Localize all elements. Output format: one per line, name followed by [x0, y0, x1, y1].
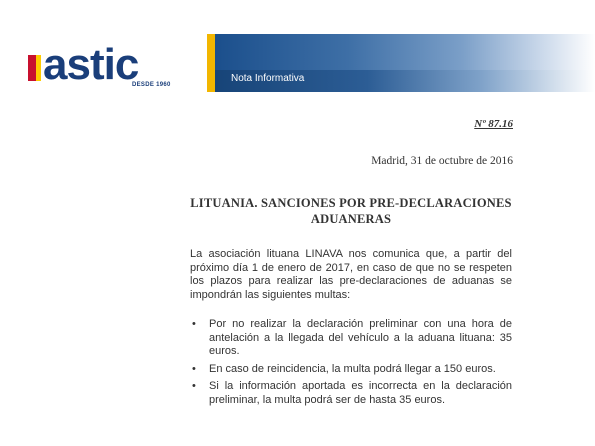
note-intro-paragraph: La asociación lituana LINAVA nos comunica que, a partir del próximo día 1 de enero de 2017, en caso de que no se respeten los plazos para realizar las pre-declaraciones de aduanas se impondrán las siguientes multas: — [190, 248, 512, 301]
penalties-list — [190, 318, 512, 411]
note-date: Madrid, 31 de octubre de 2016 — [371, 155, 513, 167]
banner-accent-stripe — [207, 34, 215, 92]
banner-label: Nota Informativa — [231, 73, 305, 84]
bullet-icon: • — [192, 318, 196, 330]
logo-wordmark: astic — [43, 40, 139, 89]
list-item — [190, 318, 512, 359]
bullet-icon: • — [192, 362, 196, 375]
list-item-text: Si la información aportada es incorrecta en la declaración preliminar, la multa podrá ser de hasta 35 euros. — [209, 380, 512, 406]
note-reference-number: Nº 87.16 — [474, 118, 513, 130]
list-item-text: Por no realizar la declaración preliminar con una hora de antelación a la llegada del vehículo a la aduana lituana: 35 euros. — [209, 318, 512, 357]
logo-tagline: DESDE 1960 — [132, 82, 171, 88]
header-banner — [207, 34, 595, 92]
bullet-icon: • — [192, 380, 196, 392]
note-title: LITUANIA. SANCIONES POR PRE-DECLARACIONES ADUANERAS — [190, 196, 512, 226]
list-item — [190, 380, 512, 407]
astic-logo — [28, 40, 178, 94]
spain-flag-icon — [28, 55, 41, 81]
list-item-text: En caso de reincidencia, la multa podrá llegar a 150 euros. — [209, 362, 496, 375]
list-item — [190, 363, 512, 377]
